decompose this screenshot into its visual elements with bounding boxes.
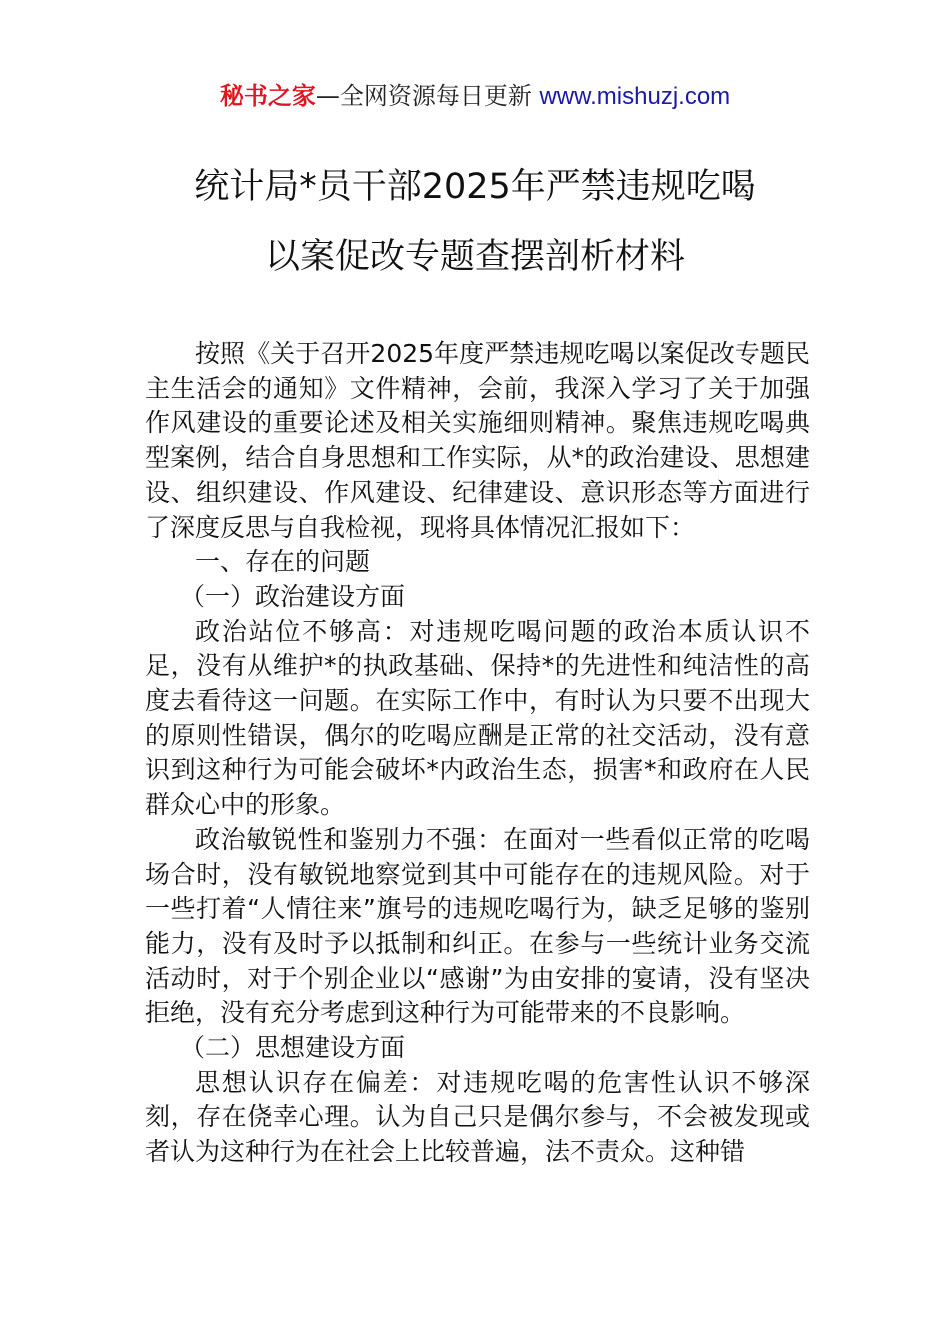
paragraph-political-sensitivity: 政治敏锐性和鉴别力不强：在面对一些看似正常的吃喝场合时，没有敏锐地察觉到其中可能存在的违规风险。对于一些打着“人情往来”旗号的违规吃喝行为，缺乏足够的鉴别能力，没有及时予以抵制和纠正。在参与一些统计业务交流活动时，对于个别企业以“感谢”为由安排的宴请，没有坚决拒绝，没有充分考虑到这种行为可能带来的不良影响。 xyxy=(145,824,810,1028)
document-body xyxy=(145,337,810,1170)
intro-paragraph: 按照《关于召开2025年度严禁违规吃喝以案促改专题民主生活会的通知》文件精神，会前，我深入学习了关于加强作风建设的重要论述及相关实施细则精神。聚焦违规吃喝典型案例，结合自身思想和工作实际，从*的政治建设、思想建设、组织建设、作风建设、纪律建设、意识形态等方面进行了深度反思与自我检视，现将具体情况汇报如下： xyxy=(145,339,810,542)
section-heading-problems: 一、存在的问题 xyxy=(195,547,371,577)
header-tagline: —全网资源每日更新 xyxy=(315,82,540,110)
site-header xyxy=(0,78,950,115)
paragraph-political-stance: 政治站位不够高：对违规吃喝问题的政治本质认识不足，没有从维护*的执政基础、保持*的先进性和纯洁性的高度去看待这一问题。在实际工作中，有时认为只要不出现大的原则性错误，偶尔的吃喝应酬是正常的社交活动，没有意识到这种行为可能会破坏*内政治生态，损害*和政府在人民群众心中的形象。 xyxy=(145,616,810,820)
subsection-heading-political: （一）政治建设方面 xyxy=(180,581,406,611)
title-line-2: 以案促改专题查摆剖析材料 xyxy=(264,237,685,277)
subsection-heading-ideological: （二）思想建设方面 xyxy=(180,1033,406,1063)
site-url-link[interactable]: www.mishuzj.com xyxy=(539,83,731,110)
paragraph-ideological-deviation: 思想认识存在偏差：对违规吃喝的危害性认识不够深刻，存在侥幸心理。认为自己只是偶尔参与，不会被发现或者认为这种行为在社会上比较普遍，法不责众。这种错 xyxy=(145,1067,810,1167)
title-line-1: 统计局*员干部2025年严禁违规吃喝 xyxy=(194,167,756,207)
brand-name: 秘书之家 xyxy=(219,82,316,110)
document-title xyxy=(0,152,950,292)
